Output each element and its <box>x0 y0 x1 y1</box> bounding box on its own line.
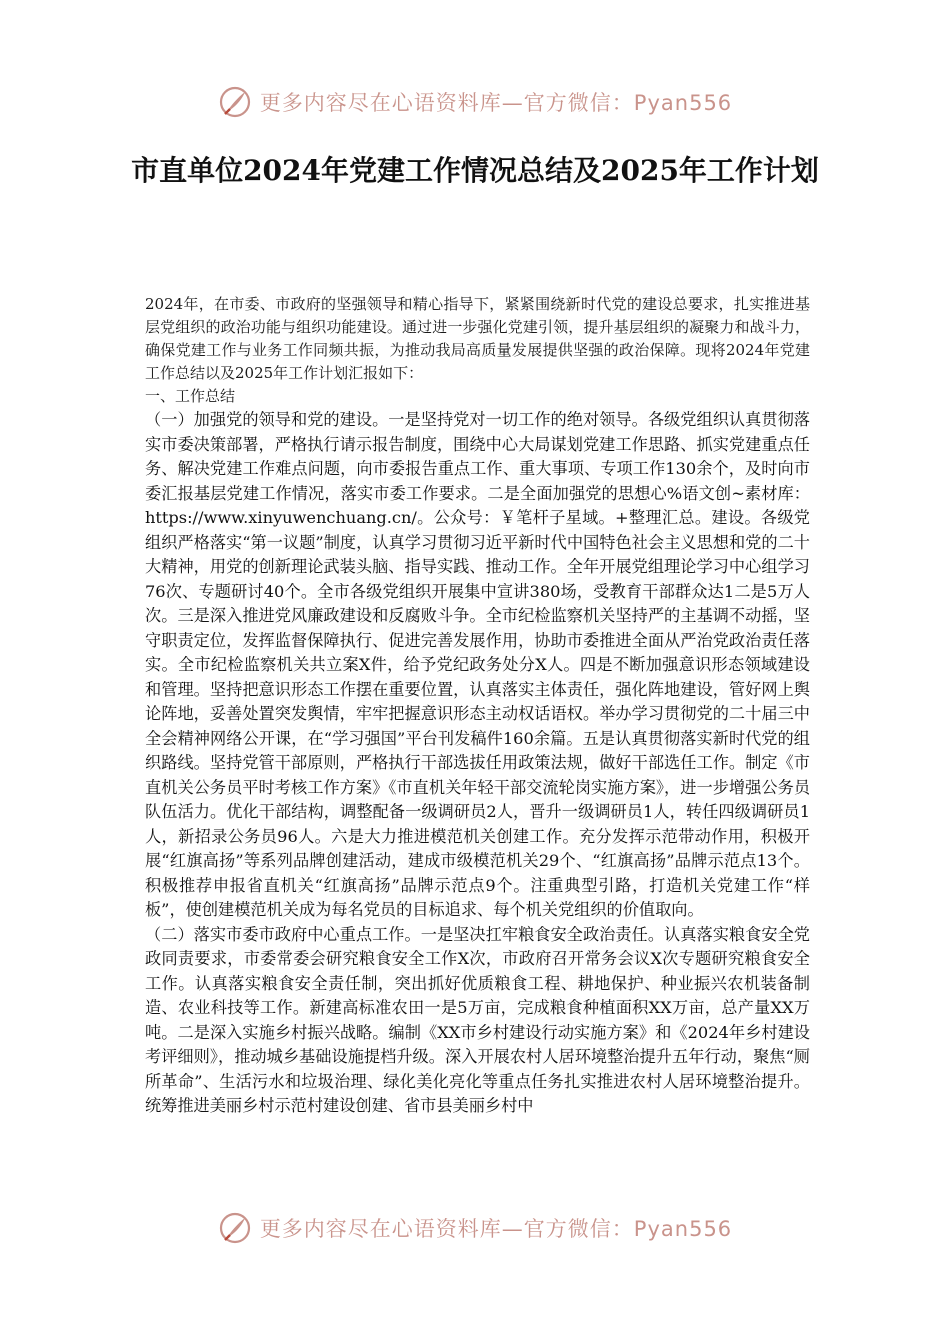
intro-paragraph: 2024年，在市委、市政府的坚强领导和精心指导下，紧紧围绕新时代党的建设总要求，扎实推进基层党组织的政治功能与组织功能建设。通过进一步强化党建引领，提升基层组织的凝聚力和战斗力，确保党建工作与业务工作同频共振，为推动我局高质量发展提供坚强的政治保障。现将2024年党建工作总结以及2025年工作计划汇报如下： <box>145 295 810 382</box>
paragraph-central-tasks: （二）落实市委市政府中心重点工作。一是坚决扛牢粮食安全政治责任。认真落实粮食安全党政同责要求，市委常委会研究粮食安全工作X次，市政府召开常务会议X次专题研究粮食安全工作。认真落实粮食安全责任制，突出抓好优质粮食工程、耕地保护、种业振兴农机装备制造、农业科技等工作。新建高标准农田一是5万亩，完成粮食种植面积XX万亩，总产量XX万吨。二是深入实施乡村振兴战略。编制《XX市乡村建设行动实施方案》和《2024年乡村建设考评细则》，推动城乡基础设施提档升级。深入开展农村人居环境整治提升五年行动，聚焦“厕所革命”、生活污水和垃圾治理、绿化美化亮化等重点任务扎实推进农村人居环境整治提升。统筹推进美丽乡村示范村建设创建、省市县美丽乡村中 <box>145 924 810 1115</box>
banner-text: 更多内容尽在心语资料库—官方微信：Pyan556 <box>259 1217 733 1241</box>
section-heading: 一、工作总结 <box>145 387 236 405</box>
paragraph-party-building: （一）加强党的领导和党的建设。一是坚持党对一切工作的绝对领导。各级党组织认真贯彻落实市委决策部署，严格执行请示报告制度，围绕中心大局谋划党建工作思路、抓实党建重点任务、解决党建工作难点问题，向市委报告重点工作、重大事项、专项工作130余个，及时向市委汇报基层党建工作情况，落实市委工作要求。二是全面加强党的思想心%语文创~素材库：https://www.xinyuwenchuang.cn/。公众号：￥笔杆子星域。+整理汇总。建设。各级党组织严格落实“第一议题”制度，认真学习贯彻习近平新时代中国特色社会主义思想和党的二十大精神，用党的创新理论武装头脑、指导实践、推动工作。全年开展党组理论学习中心组学习76次、专题研讨40个。全市各级党组织开展集中宣讲380场，受教育干部群众达1二是5万人次。三是深入推进党风廉政建设和反腐败斗争。全市纪检监察机关坚持严的主基调不动摇，坚守职责定位，发挥监督保障执行、促进完善发展作用，协助市委推进全面从严治党政治责任落实。全市纪检监察机关共立案X件，给予党纪政务处分X人。四是不断加强意识形态领域建设和管理。坚持把意识形态工作摆在重要位置，认真落实主体责任，强化阵地建设，管好网上舆论阵地，妥善处置突发舆情，牢牢把握意识形态主动权话语权。举办学习贯彻党的二十届三中全会精神网络公开课，在“学习强国”平台刊发稿件160余篇。五是认真贯彻落实新时代党的组织路线。坚持党管干部原则，严格执行干部选拔任用政策法规，做好干部选任工作。制定《市直机关公务员平时考核工作方案》《市直机关年轻干部交流轮岗实施方案》，进一步增强公务员队伍活力。优化干部结构，调整配备一级调研员2人，晋升一级调研员1人，转任四级调研员1人，新招录公务员96人。六是大力推进模范机关创建工作。充分发挥示范带动作用，积极开展“红旗高扬”等系列品牌创建活动，建成市级模范机关29个、“红旗高扬”品牌示范点13个。积极推荐申报省直机关“红旗高扬”品牌示范点9个。注重典型引路，打造机关党建工作“样板”，使创建模范机关成为每名党员的目标追求、每个机关党组织的价值取向。 <box>145 410 810 919</box>
banner-text: 更多内容尽在心语资料库—官方微信：Pyan556 <box>259 91 733 115</box>
document-title: 市直单位2024年党建工作情况总结及2025年工作计划 <box>131 154 819 187</box>
document-body <box>145 293 810 1119</box>
footer-banner <box>0 1208 950 1248</box>
quill-circle-logo-icon <box>218 1211 252 1245</box>
quill-circle-logo-icon <box>218 85 252 119</box>
header-banner <box>0 82 950 122</box>
